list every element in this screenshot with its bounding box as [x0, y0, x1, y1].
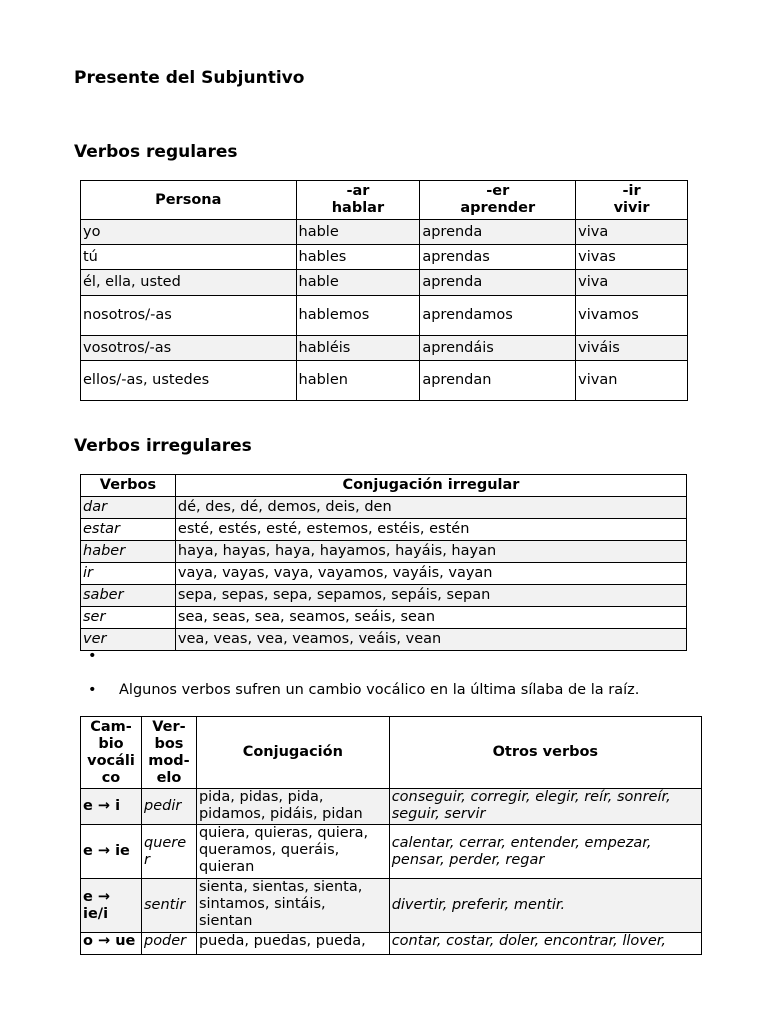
cell: aprenda [420, 270, 576, 296]
cell: nosotros/-as [81, 296, 297, 336]
header-conjugacion: Conjugación irregular [175, 475, 686, 497]
cell: o → ue [81, 933, 142, 955]
cell: poder [141, 933, 196, 955]
table-row [81, 789, 702, 825]
table-row [81, 825, 702, 879]
cell: sepa, sepas, sepa, sepamos, sepáis, sepan [175, 585, 686, 607]
header-ir: -ir vivir [576, 181, 688, 220]
table-row [81, 245, 688, 270]
vowel-change-table [80, 716, 702, 955]
table-row [81, 933, 702, 955]
table-header-row [81, 717, 702, 789]
header-persona: Persona [81, 181, 297, 220]
cell: aprendan [420, 361, 576, 401]
cell: vivan [576, 361, 688, 401]
cell: vaya, vayas, vaya, vayamos, vayáis, vayan [175, 563, 686, 585]
cell: dar [81, 497, 176, 519]
header-verbos-modelo: Ver- bos mod- elo [141, 717, 196, 789]
cell: conseguir, corregir, elegir, reír, sonreír, seguir, servir [389, 789, 701, 825]
cell: ellos/-as, ustedes [81, 361, 297, 401]
cell: aprendas [420, 245, 576, 270]
header-verbos: Verbos [81, 475, 176, 497]
cell: e → ie/i [81, 879, 142, 933]
cell: pida, pidas, pida, pidamos, pidáis, pidan [196, 789, 389, 825]
cell: vivas [576, 245, 688, 270]
table-row [81, 361, 688, 401]
cell: ver [81, 629, 176, 651]
bullet-marker: • [88, 682, 97, 698]
cell: e → i [81, 789, 142, 825]
cell: sea, seas, sea, seamos, seáis, sean [175, 607, 686, 629]
cell: hable [296, 220, 420, 245]
cell: aprenda [420, 220, 576, 245]
cell: habléis [296, 336, 420, 361]
bullet-marker: • [88, 648, 97, 664]
table-row [81, 519, 687, 541]
table-row [81, 270, 688, 296]
header-er: -er aprender [420, 181, 576, 220]
cell: sienta, sientas, sienta, sintamos, sintáis, sientan [196, 879, 389, 933]
cell: sentir [141, 879, 196, 933]
header-cambio-vocalico: Cam- bio vocáli co [81, 717, 142, 789]
cell: hablemos [296, 296, 420, 336]
cell: quere r [141, 825, 196, 879]
cell: pedir [141, 789, 196, 825]
irregular-verbs-table [80, 474, 687, 651]
header-ar: -ar hablar [296, 181, 420, 220]
cell: aprendamos [420, 296, 576, 336]
table-row [81, 607, 687, 629]
header-conjugacion: Conjugación [196, 717, 389, 789]
cell: haber [81, 541, 176, 563]
cell: calentar, cerrar, entender, empezar, pensar, perder, regar [389, 825, 701, 879]
cell: vivamos [576, 296, 688, 336]
cell: haya, hayas, haya, hayamos, hayáis, hayan [175, 541, 686, 563]
cell: hable [296, 270, 420, 296]
cell: contar, costar, doler, encontrar, llover, [389, 933, 701, 955]
page-title: Presente del Subjuntivo [74, 68, 305, 88]
table-header-row [81, 181, 688, 220]
cell: pueda, puedas, pueda, [196, 933, 389, 955]
table-row [81, 336, 688, 361]
cell: divertir, preferir, mentir. [389, 879, 701, 933]
cell: estar [81, 519, 176, 541]
regular-verbs-table [80, 180, 688, 401]
cell: hablen [296, 361, 420, 401]
cell: yo [81, 220, 297, 245]
cell: él, ella, usted [81, 270, 297, 296]
table-header-row [81, 475, 687, 497]
cell: viva [576, 270, 688, 296]
cell: quiera, quieras, quiera, queramos, queráis, quieran [196, 825, 389, 879]
cell: viva [576, 220, 688, 245]
table-row [81, 563, 687, 585]
cell: vosotros/-as [81, 336, 297, 361]
section-heading-irregular: Verbos irregulares [74, 436, 252, 456]
cell: tú [81, 245, 297, 270]
header-otros-verbos: Otros verbos [389, 717, 701, 789]
cell: hables [296, 245, 420, 270]
table-row [81, 296, 688, 336]
table-row [81, 220, 688, 245]
cell: vea, veas, vea, veamos, veáis, vean [175, 629, 686, 651]
cell: esté, estés, esté, estemos, estéis, estén [175, 519, 686, 541]
cell: dé, des, dé, demos, deis, den [175, 497, 686, 519]
cell: ir [81, 563, 176, 585]
section-heading-regular: Verbos regulares [74, 142, 238, 162]
bullet-note: Algunos verbos sufren un cambio vocálico en la última sílaba de la raíz. [119, 682, 640, 698]
cell: viváis [576, 336, 688, 361]
table-row [81, 585, 687, 607]
cell: ser [81, 607, 176, 629]
table-row [81, 629, 687, 651]
cell: saber [81, 585, 176, 607]
cell: aprendáis [420, 336, 576, 361]
table-row [81, 879, 702, 933]
cell: e → ie [81, 825, 142, 879]
table-row [81, 541, 687, 563]
table-row [81, 497, 687, 519]
